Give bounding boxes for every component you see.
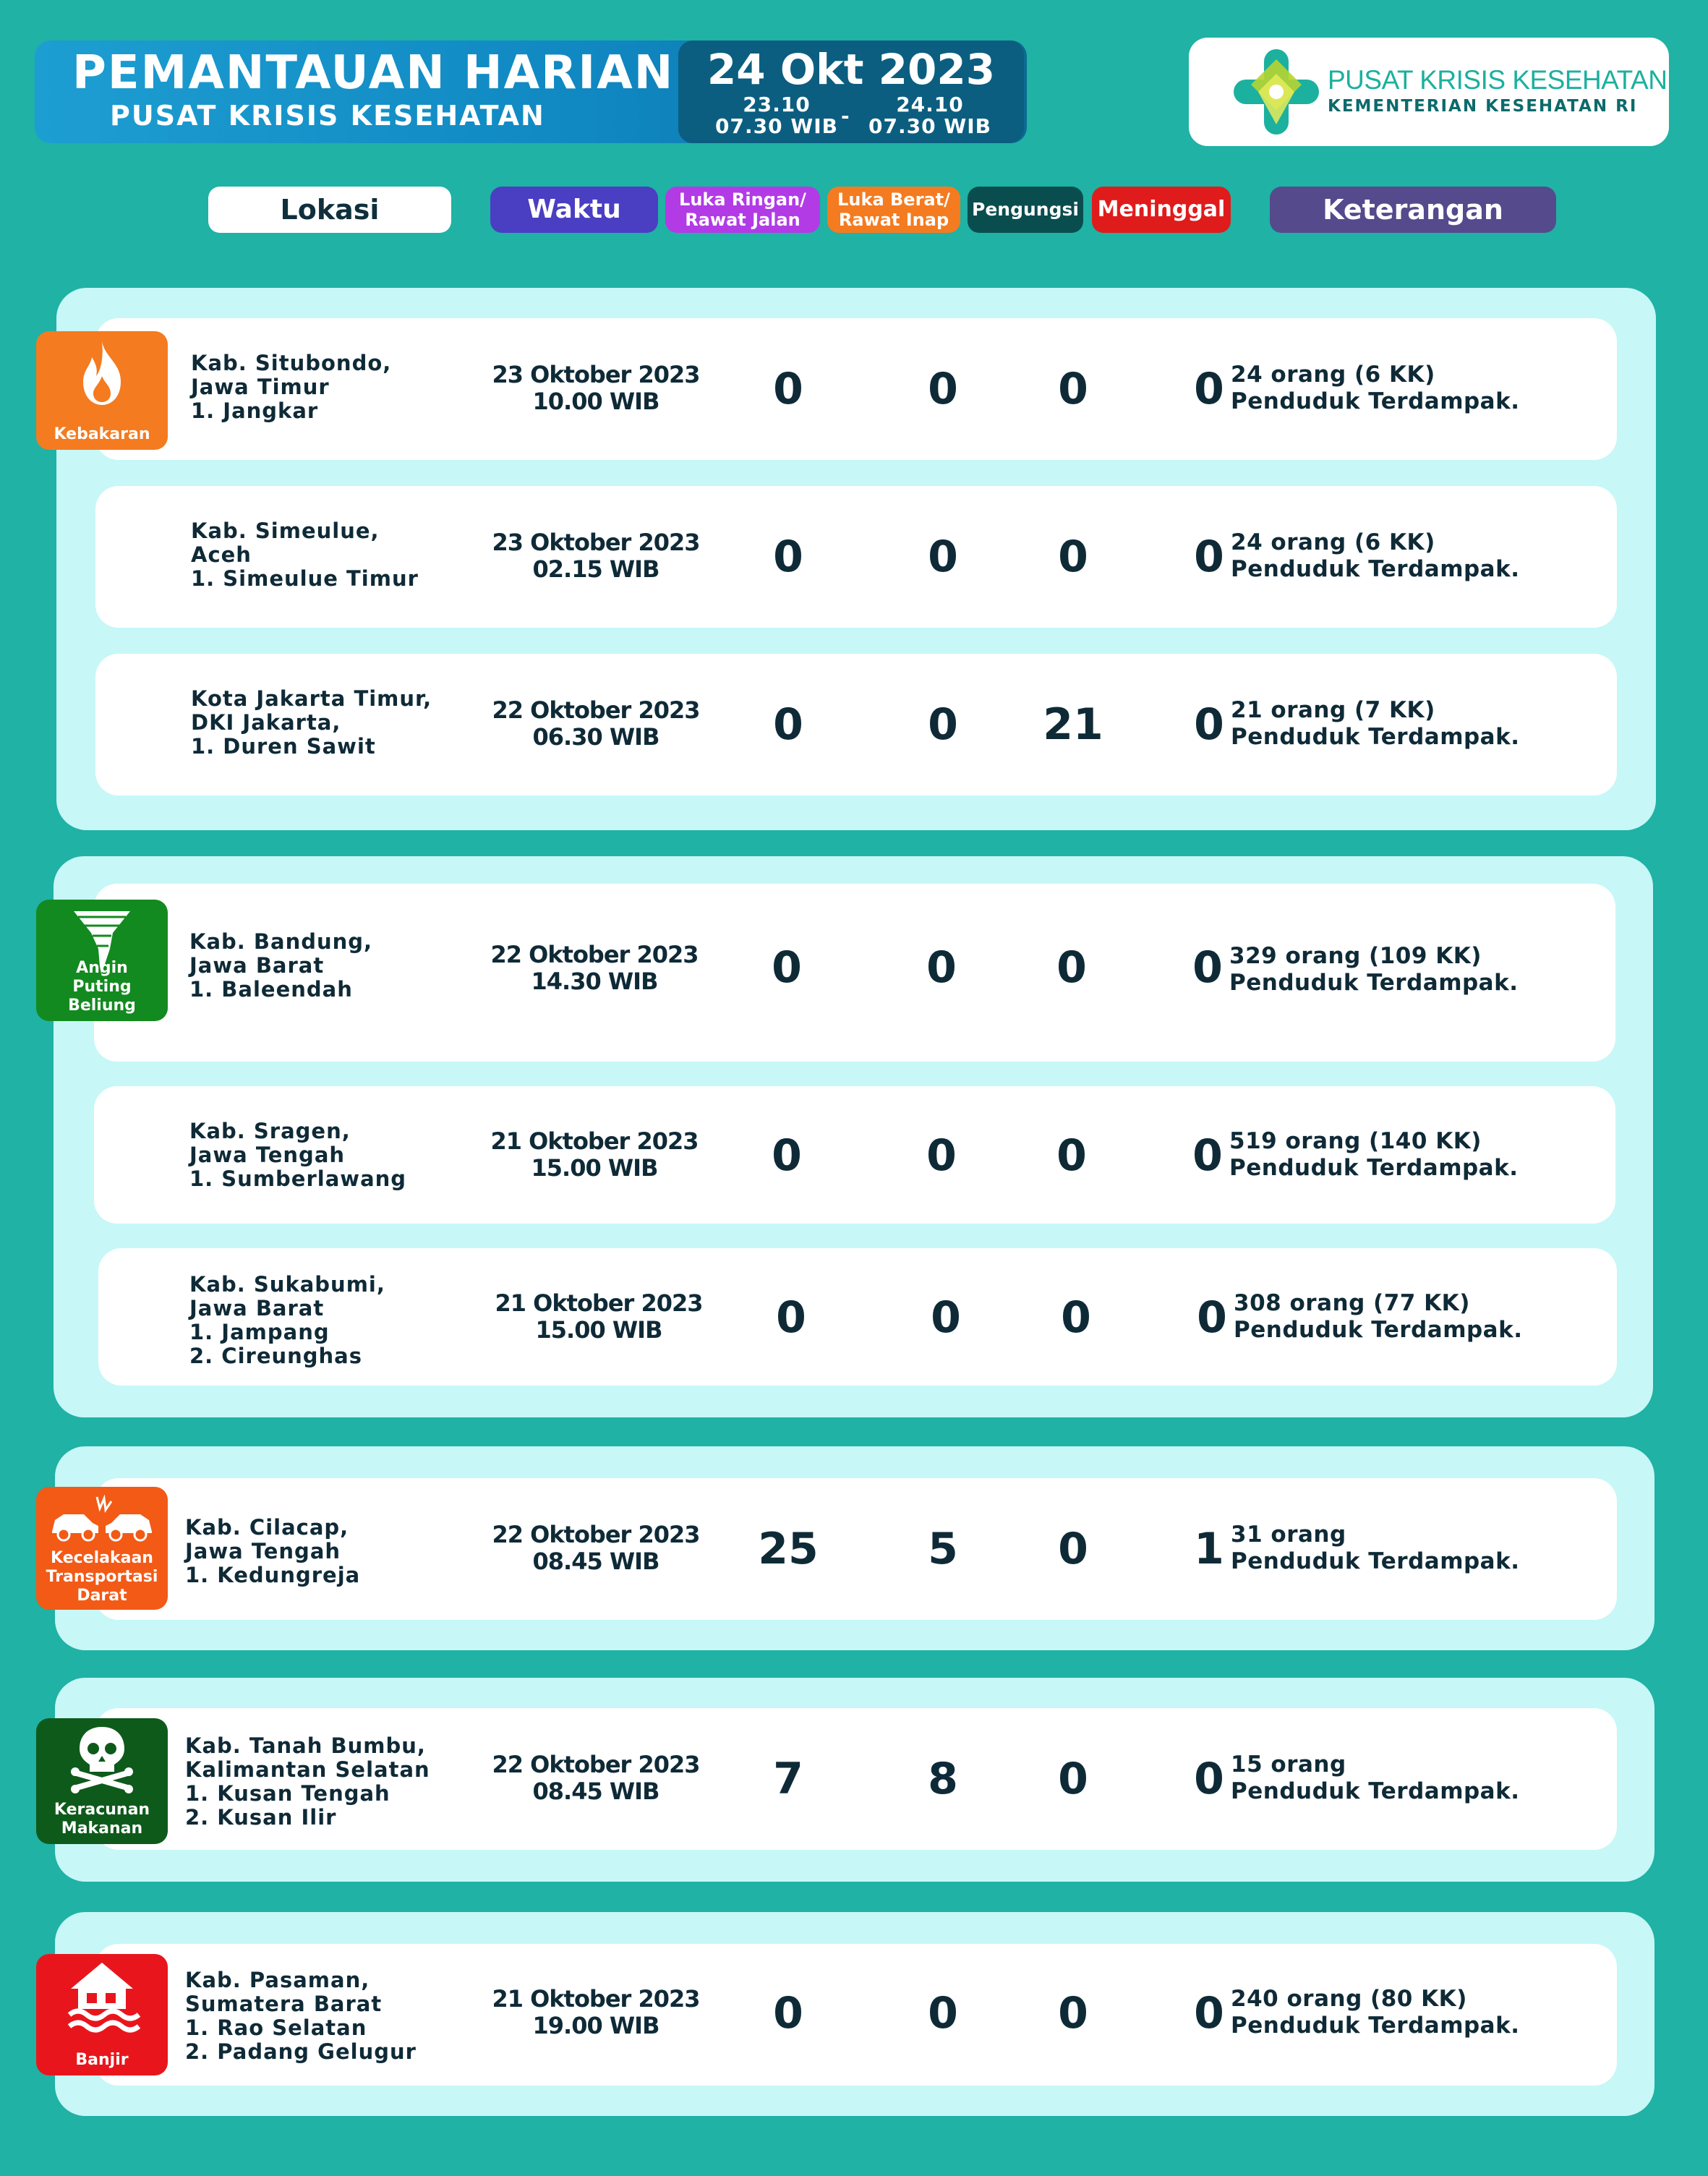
table-row xyxy=(94,884,1615,1062)
value-luka-ringan: 0 xyxy=(776,1292,806,1343)
value-luka-ringan: 25 xyxy=(758,1524,819,1574)
cross-logo-icon xyxy=(1229,45,1323,139)
value-pengungsi: 0 xyxy=(1058,1524,1088,1574)
value-meninggal: 1 xyxy=(1194,1524,1224,1574)
table-row xyxy=(94,1086,1615,1224)
row-time: 21 Oktober 2023 15.00 WIB xyxy=(495,1289,703,1344)
row-time: 23 Oktober 2023 10.00 WIB xyxy=(492,361,700,415)
value-meninggal: 0 xyxy=(1192,1130,1223,1181)
row-location: Kab. Bandung, Jawa Barat 1. Baleendah xyxy=(189,929,373,1002)
row-location: Kab. Simeulue, Aceh 1. Simeulue Timur xyxy=(191,519,419,591)
row-note: 240 orang (80 KK) Penduduk Terdampak. xyxy=(1231,1986,1520,2039)
category-badge-banjir xyxy=(36,1954,168,2075)
value-luka-berat: 0 xyxy=(931,1292,961,1343)
value-luka-ringan: 0 xyxy=(772,942,802,993)
row-time: 22 Oktober 2023 14.30 WIB xyxy=(490,941,699,995)
row-location: Kab. Tanah Bumbu, Kalimantan Selatan 1. Kusan Tengah 2. Kusan Ilir xyxy=(185,1733,430,1830)
column-header-pengungsi: Pengungsi xyxy=(968,187,1083,233)
value-luka-ringan: 0 xyxy=(773,532,803,582)
category-label: Keracunan Makanan xyxy=(54,1801,150,1838)
row-note: 31 orang Penduduk Terdampak. xyxy=(1231,1522,1520,1574)
row-location: Kab. Cilacap, Jawa Tengah 1. Kedungreja xyxy=(185,1515,361,1587)
value-pengungsi: 0 xyxy=(1058,1988,1088,2039)
value-luka-berat: 0 xyxy=(928,699,958,750)
row-location: Kab. Sragen, Jawa Tengah 1. Sumberlawang xyxy=(189,1119,407,1191)
row-note: 308 orang (77 KK) Penduduk Terdampak. xyxy=(1234,1290,1523,1343)
value-meninggal: 0 xyxy=(1194,532,1224,582)
column-header-luka-berat: Luka Berat/ Rawat Inap xyxy=(827,187,960,233)
value-luka-berat: 0 xyxy=(926,1130,957,1181)
category-badge-keracunan xyxy=(36,1718,168,1844)
value-meninggal: 0 xyxy=(1192,942,1223,993)
value-luka-ringan: 0 xyxy=(773,1988,803,2039)
group-angin-puting-beliung xyxy=(54,856,1653,1417)
row-note: 21 orang (7 KK) Penduduk Terdampak. xyxy=(1231,697,1520,750)
column-header-waktu: Waktu xyxy=(490,187,658,233)
value-luka-ringan: 7 xyxy=(773,1754,803,1804)
row-time: 22 Oktober 2023 06.30 WIB xyxy=(492,696,700,751)
value-pengungsi: 0 xyxy=(1058,364,1088,414)
flood-icon xyxy=(62,1958,142,2038)
group-banjir xyxy=(55,1912,1654,2116)
value-meninggal: 0 xyxy=(1194,364,1224,414)
category-badge-angin xyxy=(36,900,168,1021)
row-time: 23 Oktober 2023 02.15 WIB xyxy=(492,529,700,583)
column-header-lokasi: Lokasi xyxy=(208,187,451,233)
table-row xyxy=(95,1478,1617,1620)
skull-icon xyxy=(69,1723,134,1795)
value-luka-ringan: 0 xyxy=(773,364,803,414)
column-header-meninggal: Meninggal xyxy=(1092,187,1231,233)
value-luka-ringan: 0 xyxy=(773,699,803,750)
value-meninggal: 0 xyxy=(1197,1292,1227,1343)
row-time: 21 Oktober 2023 19.00 WIB xyxy=(492,1985,700,2039)
table-row xyxy=(95,1708,1617,1850)
column-header-keterangan: Keterangan xyxy=(1270,187,1556,233)
value-luka-berat: 0 xyxy=(928,364,958,414)
value-luka-berat: 8 xyxy=(928,1754,958,1804)
table-row xyxy=(95,1944,1617,2086)
group-kecelakaan xyxy=(55,1446,1654,1650)
value-pengungsi: 0 xyxy=(1061,1292,1091,1343)
row-time: 21 Oktober 2023 15.00 WIB xyxy=(490,1127,699,1182)
row-note: 15 orang Penduduk Terdampak. xyxy=(1231,1752,1520,1804)
logo-name: PUSAT KRISIS KESEHATAN xyxy=(1328,65,1668,95)
row-note: 519 orang (140 KK) Penduduk Terdampak. xyxy=(1229,1128,1519,1181)
value-meninggal: 0 xyxy=(1194,1988,1224,2039)
value-pengungsi: 0 xyxy=(1056,942,1087,993)
category-label: Banjir xyxy=(75,2051,129,2069)
row-location: Kab. Pasaman, Sumatera Barat 1. Rao Selatan 2. Padang Gelugur xyxy=(185,1968,417,2064)
table-row xyxy=(95,486,1617,628)
value-luka-berat: 0 xyxy=(928,1988,958,2039)
column-header-luka-ringan: Luka Ringan/ Rawat Jalan xyxy=(665,187,820,233)
car-crash-icon xyxy=(48,1494,156,1545)
table-row xyxy=(95,318,1617,460)
category-label: Kecelakaan Transportasi Darat xyxy=(46,1549,158,1605)
value-pengungsi: 0 xyxy=(1058,1754,1088,1804)
page-title: PEMANTAUAN HARIAN xyxy=(72,46,675,100)
report-date: 24 Okt 2023 xyxy=(706,45,996,94)
row-location: Kab. Sukabumi, Jawa Barat 1. Jampang 2. Cireunghas xyxy=(189,1272,385,1368)
range-separator: - xyxy=(841,104,850,128)
range-to: 24.10 07.30 WIB xyxy=(868,93,991,138)
date-banner xyxy=(678,40,1024,143)
value-meninggal: 0 xyxy=(1194,699,1224,750)
logo-subtitle: KEMENTERIAN KESEHATAN RI xyxy=(1328,97,1638,116)
value-meninggal: 0 xyxy=(1194,1754,1224,1804)
row-location: Kab. Situbondo, Jawa Timur 1. Jangkar xyxy=(191,351,392,423)
logo-card xyxy=(1189,38,1669,146)
row-time: 22 Oktober 2023 08.45 WIB xyxy=(492,1751,700,1805)
row-note: 24 orang (6 KK) Penduduk Terdampak. xyxy=(1231,529,1520,582)
table-row xyxy=(95,654,1617,795)
table-row xyxy=(98,1248,1617,1386)
row-note: 24 orang (6 KK) Penduduk Terdampak. xyxy=(1231,362,1520,414)
value-pengungsi: 0 xyxy=(1058,532,1088,582)
category-badge-kebakaran xyxy=(36,331,168,450)
value-luka-berat: 0 xyxy=(928,532,958,582)
category-badge-kecelakaan xyxy=(36,1487,168,1610)
range-from: 23.10 07.30 WIB xyxy=(715,93,838,138)
value-pengungsi: 0 xyxy=(1056,1130,1087,1181)
page-subtitle: PUSAT KRISIS KESEHATAN xyxy=(110,100,545,132)
category-label: Angin Puting Beliung xyxy=(68,959,136,1015)
value-luka-berat: 0 xyxy=(926,942,957,993)
fire-icon xyxy=(73,338,131,408)
value-pengungsi: 21 xyxy=(1043,699,1103,750)
row-time: 22 Oktober 2023 08.45 WIB xyxy=(492,1521,700,1575)
category-label: Kebakaran xyxy=(54,425,150,443)
value-luka-ringan: 0 xyxy=(772,1130,802,1181)
row-note: 329 orang (109 KK) Penduduk Terdampak. xyxy=(1229,943,1519,996)
group-kebakaran xyxy=(56,288,1656,830)
row-location: Kota Jakarta Timur, DKI Jakarta, 1. Duren Sawit xyxy=(191,686,432,759)
value-luka-berat: 5 xyxy=(928,1524,958,1574)
group-keracunan xyxy=(55,1678,1654,1882)
